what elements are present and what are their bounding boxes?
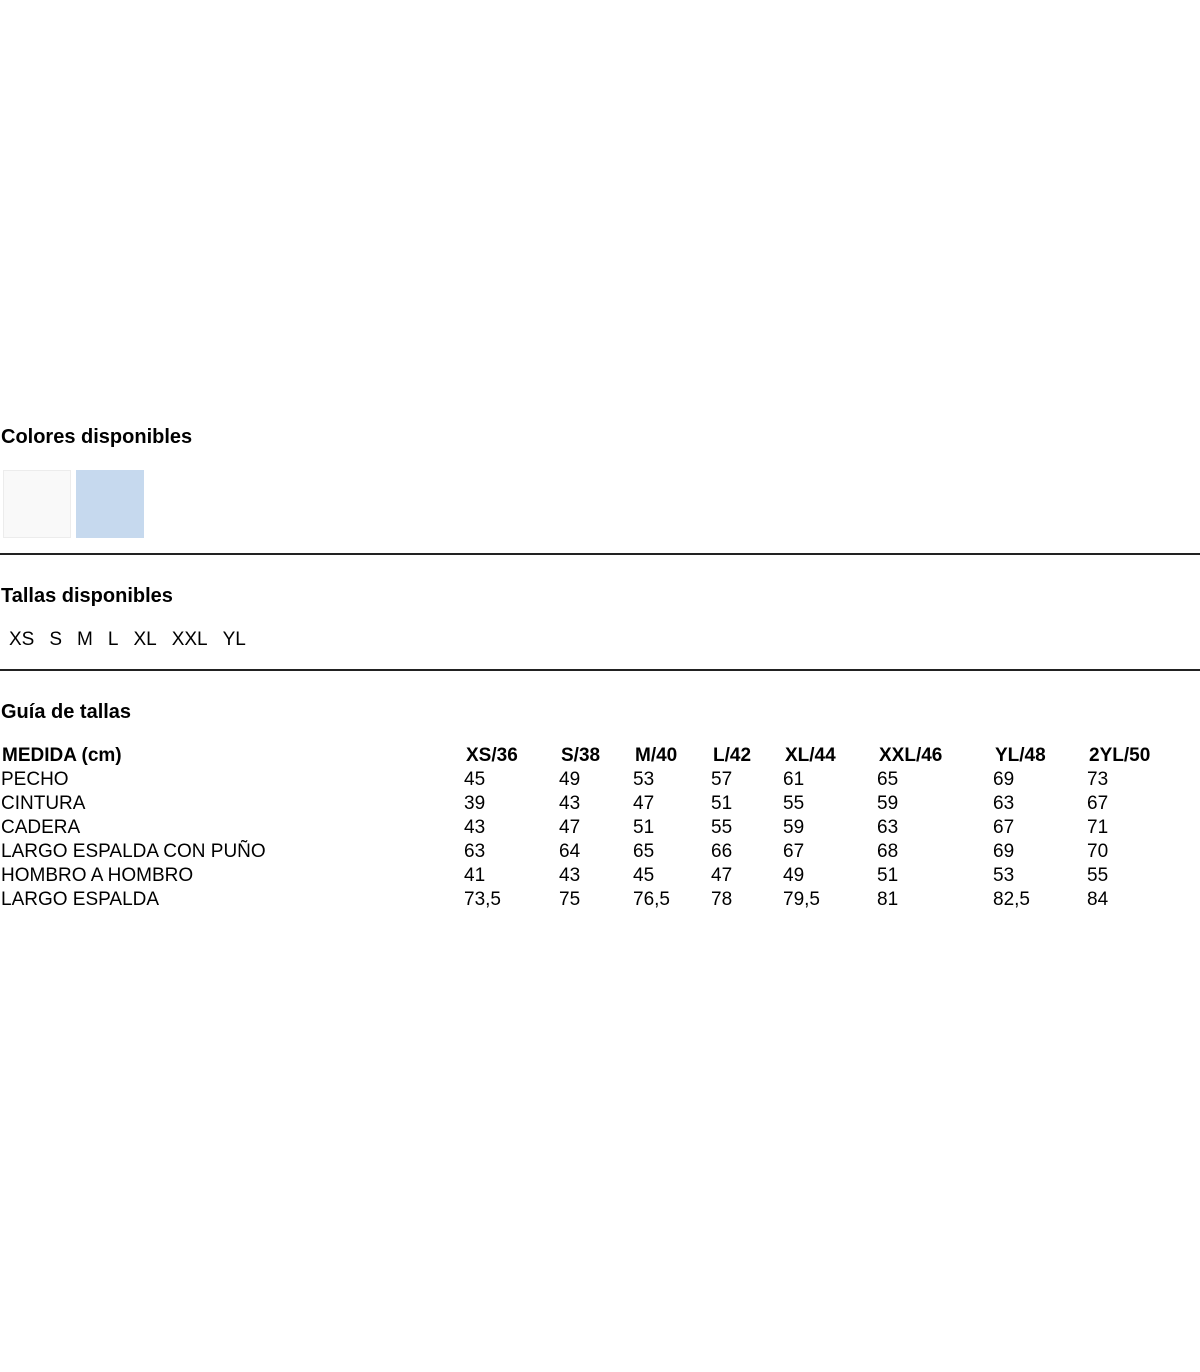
size-list [9, 629, 261, 651]
measure-value: 81 [877, 889, 899, 910]
color-swatch-light-blue[interactable] [76, 470, 144, 538]
header-size: XXL/46 [879, 745, 943, 766]
measure-value: 84 [1087, 889, 1109, 910]
header-size: YL/48 [995, 745, 1046, 766]
measure-value: 67 [993, 817, 1015, 838]
measure-value: 69 [993, 769, 1015, 790]
measure-value: 63 [877, 817, 899, 838]
measure-value: 53 [633, 769, 655, 790]
measure-value: 69 [993, 841, 1015, 862]
table-row [1, 768, 1200, 792]
measure-value: 67 [783, 841, 805, 862]
measure-value: 68 [877, 841, 899, 862]
measure-value: 73,5 [464, 889, 501, 910]
measure-value: 43 [464, 817, 486, 838]
size-option-l[interactable]: L [107, 629, 119, 650]
size-option-yl[interactable]: YL [222, 629, 246, 650]
measure-value: 79,5 [783, 889, 820, 910]
header-size: M/40 [635, 745, 678, 766]
measure-label: PECHO [1, 769, 69, 790]
measure-value: 65 [633, 841, 655, 862]
measure-value: 75 [559, 889, 581, 910]
measure-value: 39 [464, 793, 486, 814]
color-swatches [3, 470, 144, 538]
table-row [1, 840, 1200, 864]
measure-value: 51 [711, 793, 733, 814]
measure-label: LARGO ESPALDA CON PUÑO [1, 841, 266, 862]
measure-value: 51 [633, 817, 655, 838]
measure-value: 61 [783, 769, 805, 790]
table-row [1, 888, 1200, 912]
measure-value: 64 [559, 841, 581, 862]
size-guide-table [1, 744, 1200, 912]
measure-value: 70 [1087, 841, 1109, 862]
measure-value: 55 [711, 817, 733, 838]
size-option-m[interactable]: M [77, 629, 93, 650]
header-measure: MEDIDA (cm) [2, 745, 122, 766]
size-guide-body [1, 768, 1200, 912]
measure-label: CINTURA [1, 793, 86, 814]
table-header-row [1, 744, 1200, 768]
size-option-xxl[interactable]: XXL [171, 629, 208, 650]
measure-value: 49 [559, 769, 581, 790]
measure-value: 78 [711, 889, 733, 910]
measure-value: 55 [1087, 865, 1109, 886]
measure-value: 45 [464, 769, 486, 790]
measure-label: HOMBRO A HOMBRO [1, 865, 194, 886]
measure-label: LARGO ESPALDA [1, 889, 160, 910]
size-option-xl[interactable]: XL [133, 629, 157, 650]
measure-value: 43 [559, 865, 581, 886]
measure-value: 41 [464, 865, 486, 886]
section-divider [0, 553, 1200, 555]
measure-value: 63 [464, 841, 486, 862]
measure-value: 51 [877, 865, 899, 886]
measure-value: 47 [559, 817, 581, 838]
sizes-section-title: Tallas disponibles [1, 585, 173, 607]
measure-value: 47 [633, 793, 655, 814]
header-size: L/42 [713, 745, 752, 766]
measure-value: 59 [783, 817, 805, 838]
measure-value: 55 [783, 793, 805, 814]
table-row [1, 864, 1200, 888]
measure-value: 53 [993, 865, 1015, 886]
header-size: 2YL/50 [1089, 745, 1151, 766]
size-guide-title: Guía de tallas [1, 701, 132, 723]
measure-value: 43 [559, 793, 581, 814]
measure-value: 76,5 [633, 889, 670, 910]
header-size: XS/36 [466, 745, 518, 766]
table-row [1, 792, 1200, 816]
measure-value: 45 [633, 865, 655, 886]
measure-value: 82,5 [993, 889, 1030, 910]
section-divider [0, 669, 1200, 671]
measure-value: 71 [1087, 817, 1109, 838]
colors-section-title: Colores disponibles [1, 426, 193, 448]
size-option-xs[interactable]: XS [9, 629, 35, 650]
measure-value: 65 [877, 769, 899, 790]
size-option-s[interactable]: S [49, 629, 63, 650]
color-swatch-white[interactable] [3, 470, 71, 538]
measure-value: 49 [783, 865, 805, 886]
measure-value: 57 [711, 769, 733, 790]
measure-label: CADERA [1, 817, 81, 838]
header-size: S/38 [561, 745, 601, 766]
measure-value: 59 [877, 793, 899, 814]
measure-value: 73 [1087, 769, 1109, 790]
table-row [1, 816, 1200, 840]
measure-value: 66 [711, 841, 733, 862]
header-size: XL/44 [785, 745, 836, 766]
measure-value: 63 [993, 793, 1015, 814]
measure-value: 47 [711, 865, 733, 886]
measure-value: 67 [1087, 793, 1109, 814]
